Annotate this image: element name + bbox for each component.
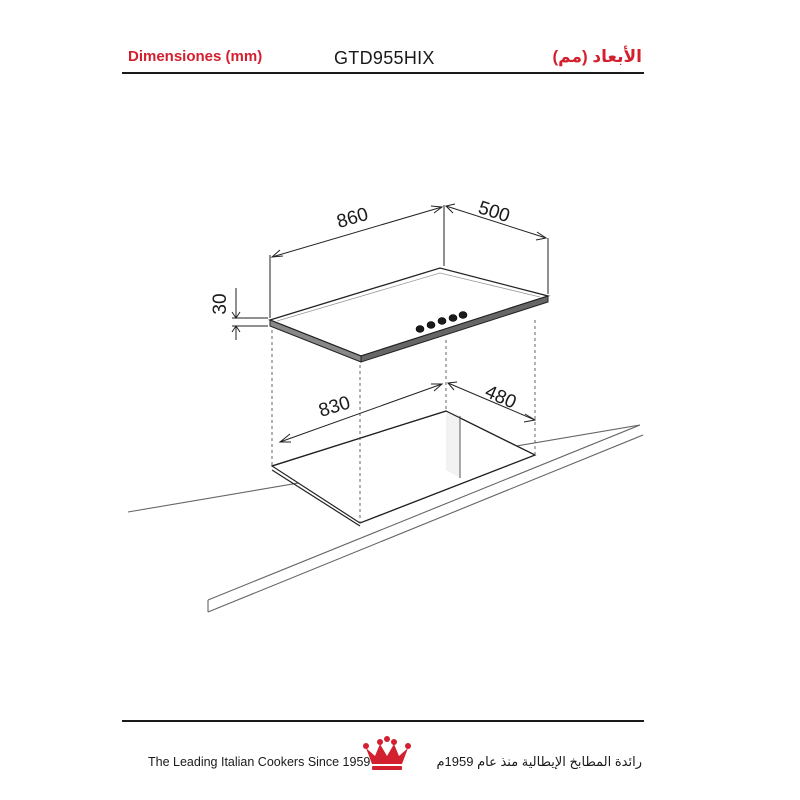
knob-icon: [449, 315, 457, 322]
cutout: [272, 411, 535, 526]
model-number: GTD955HIX: [334, 48, 435, 68]
crown-icon: [362, 734, 412, 776]
tagline-english: The Leading Italian Cookers Since 1959: [148, 755, 371, 769]
title-spanish: Dimensiones (mm): [128, 48, 263, 65]
hob: [270, 268, 548, 362]
knob-icon: [459, 312, 467, 319]
title-arabic: الأبعاد (مم): [552, 47, 642, 66]
label-cutout-depth: 480: [481, 381, 520, 414]
knob-icon: [438, 318, 446, 325]
label-height: 30: [210, 293, 231, 315]
label-width: 860: [334, 203, 371, 233]
knob-icon: [427, 322, 435, 329]
footer-divider: [122, 720, 644, 722]
knob-icon: [416, 326, 424, 333]
label-depth: 500: [475, 197, 513, 228]
dimension-height: [232, 288, 268, 340]
label-cutout-width: 830: [316, 392, 353, 422]
tagline-arabic: رائدة المطابخ الإيطالية منذ عام 1959م: [436, 754, 642, 769]
